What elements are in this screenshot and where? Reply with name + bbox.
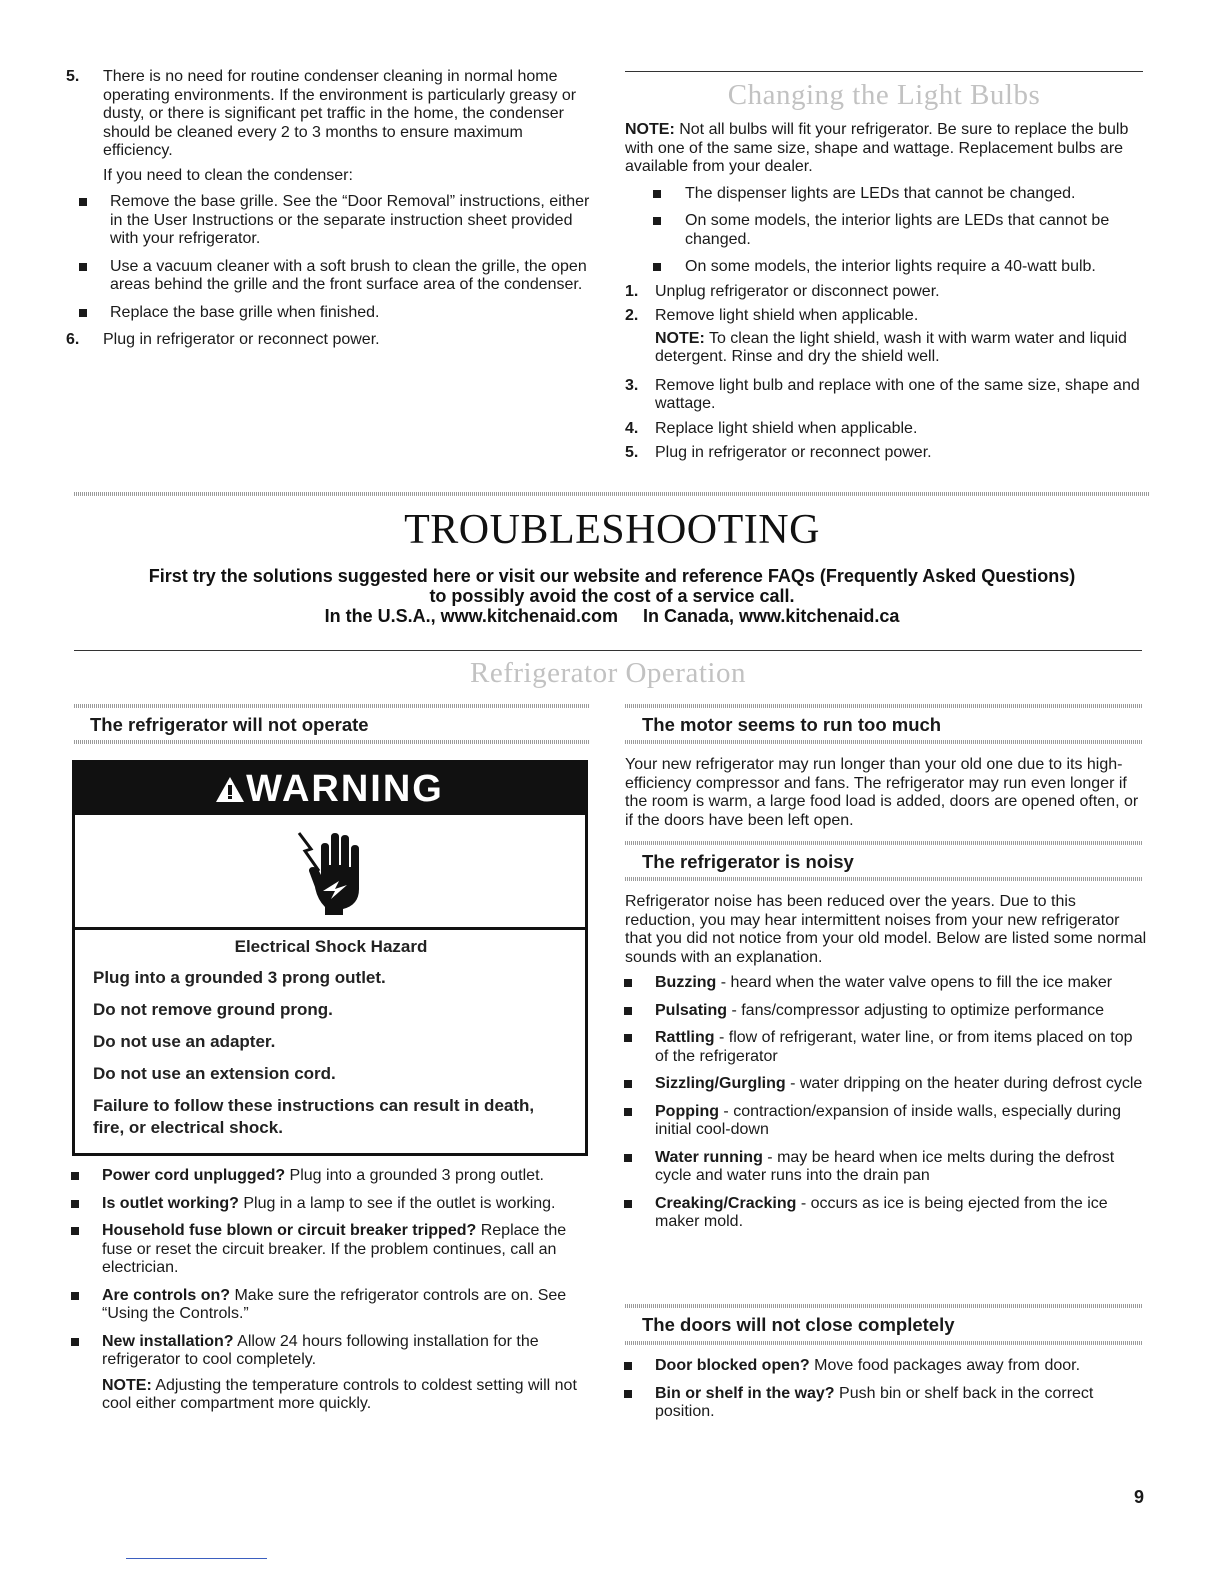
step-number: 1. [625,282,639,300]
condenser-cleaning-section [66,68,591,356]
note-label: NOTE: [102,1376,152,1394]
noisy-section [625,893,1147,1241]
noisy-text: Refrigerator noise has been reduced over the years. Due to this reduction, you may hear intermittent noises from your new refrigerator that you did not notice from your old model. Below are listed some normal sounds with an explanation. [625,893,1147,966]
troubleshooting-intro [0,566,1224,626]
bullet-item [66,304,591,323]
bullet-item [58,1195,592,1214]
bullet-icon [624,1108,632,1116]
bullet-text: The dispenser lights are LEDs that cannot be changed. [685,184,1076,202]
section-divider [74,650,1142,651]
intro-line: In the U.S.A., www.kitchenaid.com In Canada, www.kitchenaid.ca [324,606,900,626]
motor-heading: The motor seems to run too much [642,714,942,735]
answer: Plug into a grounded 3 prong outlet. [285,1167,544,1184]
bullet-icon [79,263,87,271]
question: Is outlet working? [102,1194,239,1212]
light-bulbs-section [625,121,1143,469]
question: Are controls on? [102,1286,231,1304]
term: Buzzing [655,974,717,991]
term: Rattling [655,1029,715,1046]
note-label: NOTE: [655,329,705,347]
bullet-item [625,1103,1147,1140]
bullet-item [625,1075,1147,1094]
bullet-icon [653,217,661,225]
note-text: Not all bulbs will fit your refrigerator. Be sure to replace the bulb with one of the same size, shape and wattage. Replacement bulbs are available from your dealer. [625,121,1129,175]
term: Sizzling/Gurgling [655,1075,786,1092]
bullet-icon [71,1292,79,1300]
bullet-text: Use a vacuum cleaner with a soft brush to clean the grille, the open areas behind the grille and the front surface area of the condenser. [110,257,587,293]
step-text: Remove light bulb and replace with one of the same size, shape and wattage. [655,376,1140,412]
answer: Plug in a lamp to see if the outlet is working. [238,1194,556,1212]
bullet-icon [624,1390,632,1398]
bullet-item [625,258,1143,277]
intro-line: First try the solutions suggested here or visit our website and reference FAQs (Frequently Asked Questions) [148,566,1076,586]
step-item [625,444,1143,463]
step-text: Plug in refrigerator or reconnect power. [655,444,932,461]
bullet-item [625,1029,1147,1066]
term: Creaking/Cracking [655,1194,797,1212]
hazard-title: Electrical Shock Hazard [234,937,428,956]
bullet-item [625,212,1143,249]
step-text: Plug in refrigerator or reconnect power. [103,331,380,348]
light-bulbs-note [625,121,1143,177]
motor-text: Your new refrigerator may run longer than your old one due to its high-efficiency compressor and fans. The refrigerator may run even longer if the room is warm, a large food load is added, doors are opened often, or if the doors have been left open. [625,756,1139,829]
question: Household fuse blown or circuit breaker tripped? [102,1222,477,1239]
note-label: NOTE: [625,121,675,138]
not-operate-items [58,1167,592,1414]
step-note [625,330,1143,367]
step-item [625,420,1143,439]
desc: - may be heard when ice melts during the defrost cycle and water runs into the drain pan [655,1148,1115,1184]
desc: - fans/compressor adjusting to optimize performance [727,1001,1105,1019]
question: Door blocked open? [655,1357,810,1374]
page-number: 9 [1133,1487,1144,1507]
term: Pulsating [655,1001,728,1019]
bullet-icon [624,1080,632,1088]
step-item [625,377,1143,414]
bullet-text: On some models, the interior lights are LEDs that cannot be changed. [685,212,1110,248]
note-text: To clean the light shield, wash it with warm water and liquid detergent. Rinse and dry the shield well. [655,329,1127,365]
warning-banner [75,763,585,815]
section-divider [74,492,1150,496]
light-bulbs-title: Changing the Light Bulbs [727,79,1041,111]
bullet-icon [79,198,87,206]
noisy-heading: The refrigerator is noisy [642,851,854,872]
bullet-icon [71,1338,79,1346]
bullet-item [625,1149,1147,1186]
bullet-item [625,1357,1147,1376]
bullet-icon [624,1154,632,1162]
warning-triangle-icon [216,777,244,802]
desc: - heard when the water valve opens to fill the ice maker [716,974,1113,991]
desc: - water dripping on the heater during defrost cycle [785,1075,1143,1092]
bullet-icon [71,1227,79,1235]
bullet-item [625,1195,1147,1232]
bullet-icon [79,309,87,317]
heading-rule [625,1341,1143,1345]
intro-text: If you need to clean the condenser: [103,166,353,184]
answer: Allow 24 hours following installation for the refrigerator to cool completely. [102,1332,539,1368]
warning-box [72,760,588,1156]
bullet-item [58,1287,592,1324]
step-number: 4. [625,419,639,437]
warning-label: WARNING [246,767,444,810]
desc: - contraction/expansion of inside walls, especially during initial cool-down [655,1102,1121,1138]
footer-line [126,1558,267,1559]
heading-rule [74,740,590,744]
bullet-icon [653,190,661,198]
heading-rule [74,704,590,708]
warning-text [75,930,585,1147]
bullet-item [58,1167,592,1186]
step-item [625,307,1143,326]
answer: Make sure the refrigerator controls are on. See “Using the Controls.” [102,1286,567,1322]
bullet-item [66,193,591,249]
note [58,1377,592,1414]
warning-line: Do not use an adapter. [93,1032,276,1051]
bullet-item [625,185,1143,204]
bullet-icon [71,1172,79,1180]
doors-heading: The doors will not close completely [642,1314,955,1335]
answer: Move food packages away from door. [809,1357,1081,1374]
shock-hand-icon [295,825,365,917]
heading-rule [625,704,1143,708]
step-5 [66,68,591,161]
question: Bin or shelf in the way? [655,1384,835,1402]
bullet-item [58,1222,592,1278]
warning-line: Plug into a grounded 3 prong outlet. [93,968,386,987]
bullet-icon [624,1034,632,1042]
step-item [625,283,1143,302]
bullet-text: Remove the base grille. See the “Door Removal” instructions, either in the User Instructions or the separate instruction sheet provided with your refrigerator. [110,193,590,247]
step-text: Unplug refrigerator or disconnect power. [655,282,940,300]
bullet-icon [624,979,632,987]
bullet-icon [624,1200,632,1208]
bullet-text: Replace the base grille when finished. [110,303,380,321]
note-text: Adjusting the temperature controls to coldest setting will not cool either compartment more quickly. [102,1376,577,1412]
step-number: 2. [625,307,639,324]
warning-line: Do not remove ground prong. [93,1000,333,1019]
bullet-icon [653,263,661,271]
bullet-item [58,1333,592,1370]
step-text: Remove light shield when applicable. [655,307,919,324]
bullet-icon [71,1200,79,1208]
bullet-item [625,1385,1147,1422]
heading-rule [625,1304,1143,1308]
step-number: 5. [625,444,639,461]
step-text: Replace light shield when applicable. [655,419,918,437]
intro-line: to possibly avoid the cost of a service call. [429,586,795,606]
answer: Replace the fuse or reset the circuit breaker. If the problem continues, call an electrician. [102,1222,567,1276]
step-number: 6. [66,331,80,348]
question: New installation? [102,1332,234,1350]
term: Popping [655,1102,719,1120]
not-operate-heading: The refrigerator will not operate [90,714,369,735]
question: Power cord unplugged? [102,1167,286,1184]
electrical-shock-hand-icon [75,815,585,930]
heading-rule [625,841,1143,845]
bullet-text: On some models, the interior lights require a 40-watt bulb. [685,258,1096,275]
step-number: 5. [66,68,80,85]
term: Water running [655,1148,763,1166]
warning-line: Failure to follow these instructions can result in death, fire, or electrical shock. [93,1096,535,1137]
desc: - occurs as ice is being ejected from the ice maker mold. [655,1194,1108,1230]
desc: - flow of refrigerant, water line, or from items placed on top of the refrigerator [655,1029,1133,1065]
bullet-item [66,258,591,295]
heading-rule [625,740,1143,744]
bullet-icon [624,1007,632,1015]
bullet-icon [624,1362,632,1370]
operation-title: Refrigerator Operation [470,657,746,689]
troubleshooting-title: TROUBLESHOOTING [404,507,820,553]
bullet-item [625,974,1147,993]
step-text: There is no need for routine condenser cleaning in normal home operating environments. If the environment is particularly greasy or dusty, or there is significant pet traffic in the home, the condenser should be cleaned every 2 to 3 months to ensure maximum efficiency. [103,68,577,159]
step-6 [66,331,591,350]
heading-rule [625,877,1143,881]
section-divider [625,71,1143,72]
answer: Push bin or shelf back in the correct position. [655,1384,1094,1420]
bullet-item [625,1002,1147,1021]
doors-section [625,1357,1147,1431]
step-number: 3. [625,376,639,394]
warning-line: Do not use an extension cord. [93,1064,336,1083]
